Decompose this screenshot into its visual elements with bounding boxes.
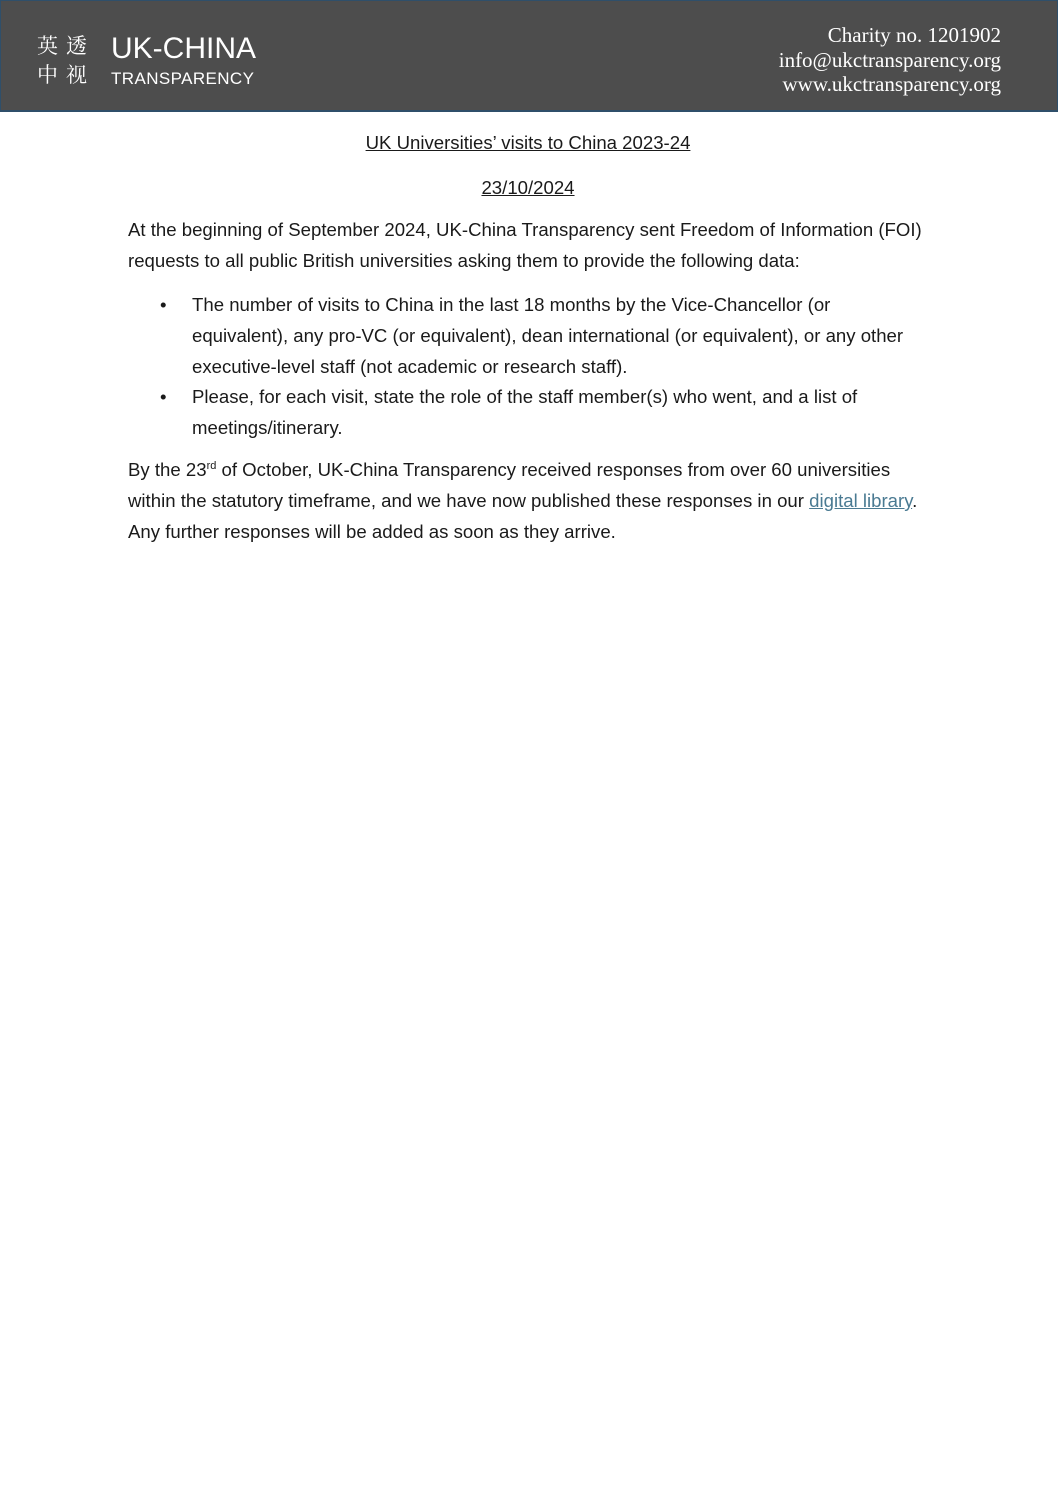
logo-cjk-characters	[37, 32, 101, 90]
logo-name: UK-CHINA	[111, 32, 257, 65]
closing-text-middle: of October, UK-China Transparency received responses from over 60 universities within the statutory timeframe, and we have now published these responses in our	[128, 459, 891, 511]
bullet-icon: •	[160, 386, 167, 408]
list-item-text: Please, for each visit, state the role of the staff member(s) who went, and a list of meetings/itinerary.	[192, 386, 858, 438]
contact-website[interactable]: www.ukctransparency.org	[782, 72, 1001, 96]
list-item-text: The number of visits to China in the last 18 months by the Vice-Chancellor (or equivalent), any pro-VC (or equivalent), dean international (or equivalent), or any other executive-level staff (not academic or research staff).	[192, 294, 904, 377]
digital-library-link[interactable]: digital library	[809, 489, 913, 511]
logo-cjk-line-2: 中视	[37, 63, 95, 87]
letterhead-header	[0, 0, 1058, 112]
intro-paragraph: At the beginning of September 2024, UK-China Transparency sent Freedom of Information (FOI) requests to all public British universities asking them to provide the following data:	[128, 219, 922, 271]
logo-cjk-line-1: 英透	[37, 34, 95, 58]
closing-text-end: . Any further responses will be added as soon as they arrive.	[128, 489, 918, 542]
bullet-icon: •	[160, 294, 167, 316]
list-item	[128, 382, 928, 443]
ordinal-suffix: rd	[206, 460, 217, 473]
document-title: UK Universities’ visits to China 2023-24	[365, 132, 691, 153]
contact-details	[779, 23, 1001, 97]
closing-text-start: By the 23	[128, 459, 207, 481]
document-body	[128, 128, 928, 547]
list-item	[128, 290, 928, 382]
document-date: 23/10/2024	[481, 176, 575, 198]
request-list	[128, 290, 928, 443]
logo-subtitle: TRANSPARENCY	[111, 69, 255, 88]
closing-paragraph	[128, 455, 928, 547]
contact-email[interactable]: info@ukctransparency.org	[778, 47, 1001, 72]
charity-number: Charity no. 1201902	[827, 23, 1001, 47]
